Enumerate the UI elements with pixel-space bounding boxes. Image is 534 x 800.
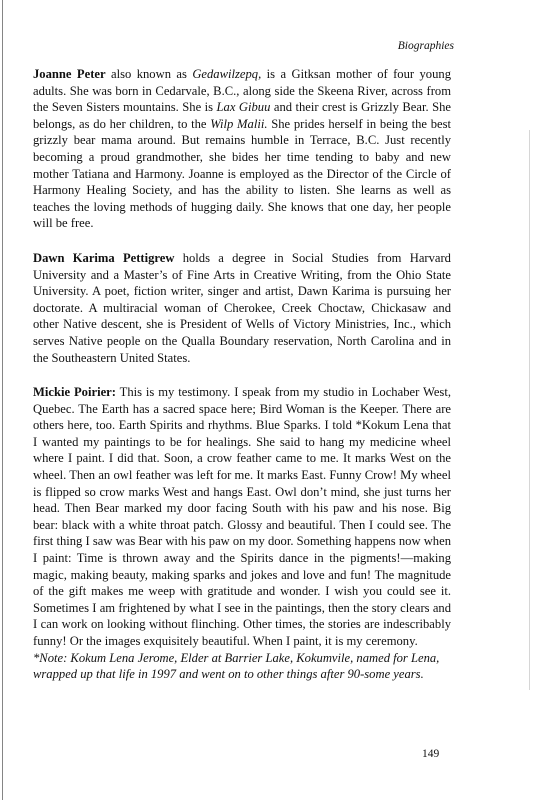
bio-text: This is my testimony. I speak from my studio in Lochaber West, Quebec. The Earth has a sacred space here; Bird Woman is the Keeper. There are others here, too. Earth Spirits and rhythms. Blue Sparks. I told *Kokum Lena that I wanted my paintings to be for healings. She said to hang my medicine wheel where I paint. I did that. Soon, a crow feather came to me. It marks West on the wheel. Then an owl feather was left for me. It marks East. Funny Crow! My wheel is flipped so crow marks West and hangs East. Owl don’t mind, she just turns her head. Then Bear marked my door facing South with his paw and his nose. Big bear: black with a white throat patch. Glossy and beautiful. Then I could see. The first thing I saw was Bear with his paw on my door. Something happens now when I paint: Time is thrown away and the Spirits dance in the pigments!—making magic, making beauty, making sparks and jokes and love and fun! The magnitude of the gift makes me weep with gratitude and wonder. I wish you could see it. Sometimes I am frightened by what I see in the paintings, then the story clears and I can work on looking without flinching. Other times, the stories are indescribably funny! Or the images exquisitely beautiful. When I paint, it is my ceremony. (33, 385, 451, 648)
footnote: *Note: Kokum Lena Jerome, Elder at Barrier Lake, Kokumvile, named for Lena, wrapped up that life in 1997 and went on to other things after 90-some years. (33, 650, 440, 682)
bio-italic-term: Wilp Malii. (210, 116, 268, 131)
bio-name: Mickie Poirier: (33, 385, 116, 400)
bio-italic-term: Lax Gibuu (216, 100, 271, 115)
bio-text: and their crest is Grizzly Bear. She belongs, as do her children, to the (33, 100, 452, 131)
bio-text: holds a degree in Social Studies from Harvard University and a Master’s of Fine Arts in Creative Writing, from the Ohio State University. A poet, fiction writer, singer and artist, Dawn Karima is pursuing her doctorate. A multiracial woman of Cherokee, Creek Choctaw, Chickasaw and other Native descent, she is President of Wells of Victory Ministries, Inc., which serves Native people on the Qualla Boundary reservation, North Carolina and in the Southeastern United States. (33, 250, 451, 365)
bio-mickie-poirier (33, 384, 451, 650)
bio-italic-term: Gedawilzepq, (192, 67, 262, 81)
bio-text: also known as (105, 67, 193, 81)
bio-joanne-peter (33, 66, 451, 232)
running-header: Biographies (397, 40, 454, 52)
page-number: 149 (422, 748, 440, 760)
bio-text: is a Gitksan mother of four young adults. She was born in Cedarvale, B.C., along side the Skeena River, across from the Seven Sisters mountains. She is (33, 67, 451, 115)
bio-name: Dawn Karima Pettigrew (33, 250, 175, 265)
page-edge-line (2, 0, 3, 800)
bio-dawn-karima-pettigrew (33, 250, 451, 366)
biographies-body (33, 66, 451, 683)
margin-line (529, 130, 530, 690)
bio-name: Joanne Peter (33, 67, 106, 81)
bio-text: She prides herself in being the best grizzly bear mama around. But remains humble in Terrace, B.C. Just recently becoming a proud grandmother, she bides her time tending to baby and new mother Tatiana and Harmony. Joanne is employed as the Director of the Circle of Harmony Healing Society, and has the ability to listen. She learns as well as teaches the loving methods of hugging daily. She knows that one day, her people will be free. (33, 116, 452, 231)
